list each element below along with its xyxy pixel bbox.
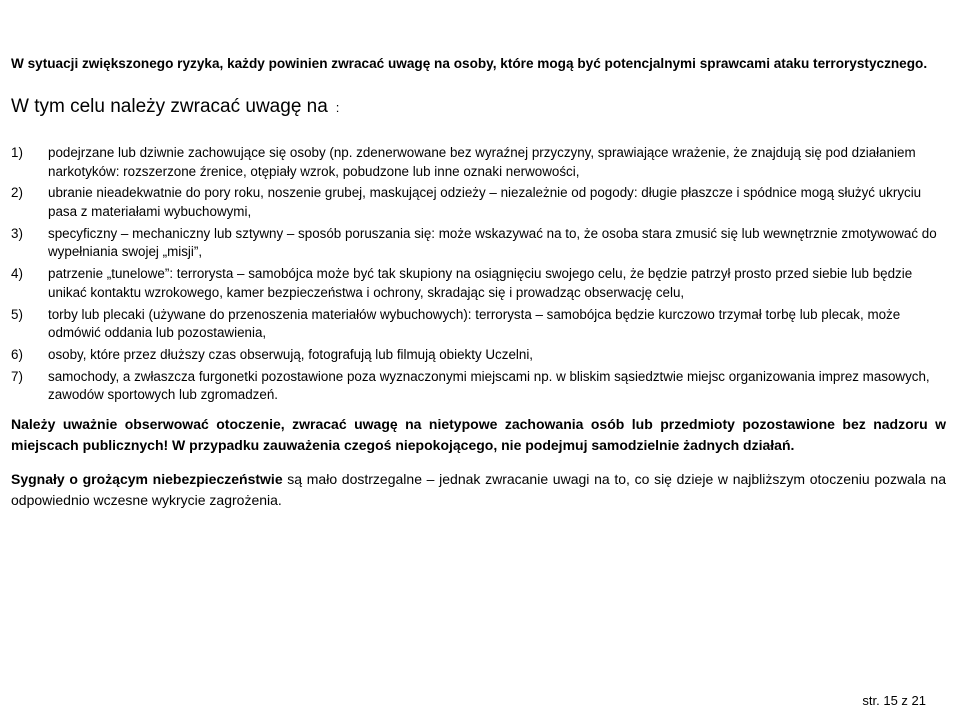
- signals-bold-text: Sygnały o grożącym niebezpieczeństwie: [11, 471, 283, 487]
- list-item-number: 4): [11, 266, 23, 282]
- intro-paragraph: W sytuacji zwiększonego ryzyka, każdy powinien zwracać uwagę na osoby, które mogą być potencjalnymi sprawcami ataku terrorystycznego.: [11, 56, 928, 71]
- list-item-number: 7): [11, 368, 23, 384]
- list-item: [11, 225, 946, 262]
- list-item-number: 6): [11, 346, 23, 362]
- signals-paragraph: [11, 469, 946, 511]
- list-item-text: osoby, które przez dłuższy czas obserwują, fotografują lub filmują obiekty Uczelni,: [48, 346, 534, 362]
- list-item: [11, 368, 946, 405]
- list-item-text: podejrzane lub dziwnie zachowujące się osoby (np. zdenerwowane bez wyraźnej przyczyny, sprawiające wrażenie, że znajdują się pod działaniem narkotyków: rozszerzone źrenice, otępiały wzrok, pobudzone lub inne oznaki nerwowości,: [48, 145, 916, 179]
- list-item-number: 2): [11, 185, 23, 201]
- list-item-text: specyficzny – mechaniczny lub sztywny – sposób poruszania się: może wskazywać na to, że osoba stara zmusić się lub wewnętrznie zmotywować do wypełniania swojej „misji”,: [48, 225, 937, 260]
- list-item-number: 1): [11, 145, 23, 160]
- list-item-text: samochody, a zwłaszcza furgonetki pozostawione poza wyznaczonymi miejscami np. w bliskim sąsiedztwie miejsc organizowania imprez masowych, zawodów sportowych lub zgromadzeń.: [48, 368, 930, 403]
- section-heading: [11, 96, 339, 118]
- warning-paragraph: Należy uważnie obserwować otoczenie, zwracać uwagę na nietypowe zachowania osób lub przedmioty pozostawione bez nadzoru w miejscach publicznych! W przypadku zauważenia czegoś niepokojącego, nie podejmuj samodzielnie żadnych działań.: [11, 416, 946, 453]
- list-item: [11, 144, 946, 181]
- list-item-text: patrzenie „tunelowe”: terrorysta – samobójca może być tak skupiony na osiągnięciu swojego celu, że będzie patrzył prosto przed siebie lub będzie unikać kontaktu wzrokowego, kamer bezpieczeństwa i ochrony, skradając się i prowadząc obserwację celu,: [48, 266, 913, 300]
- list-item: [11, 184, 946, 221]
- signals-text: są mało dostrzegalne – jednak zwracanie uwagi na to, co się dzieje w najbliższym otoczeniu pozwala na odpowiednio wczesne wykrycie zagrożenia.: [11, 471, 947, 508]
- list-item-number: 5): [11, 306, 23, 322]
- list-item: [11, 306, 946, 343]
- warning-signs-list: [11, 144, 946, 408]
- list-item-text: ubranie nieadekwatnie do pory roku, noszenie grubej, maskującej odzieży – niezależnie od pogody: długie płaszcze i spódnice mogą służyć ukryciu pasa z materiałami wybuchowymi,: [48, 185, 922, 219]
- list-item: [11, 265, 946, 302]
- section-heading-text: W tym celu należy zwracać uwagę na: [11, 96, 328, 117]
- page-number: str. 15 z 21: [862, 693, 926, 708]
- list-item-number: 3): [11, 225, 23, 241]
- list-item: [11, 346, 946, 365]
- section-heading-colon: :: [335, 100, 340, 115]
- list-item-text: torby lub plecaki (używane do przenoszenia materiałów wybuchowych): terrorysta – samobójca będzie kurczowo trzymał torbę lub plecak, może odmówić oddania lub pozostawienia,: [48, 306, 901, 341]
